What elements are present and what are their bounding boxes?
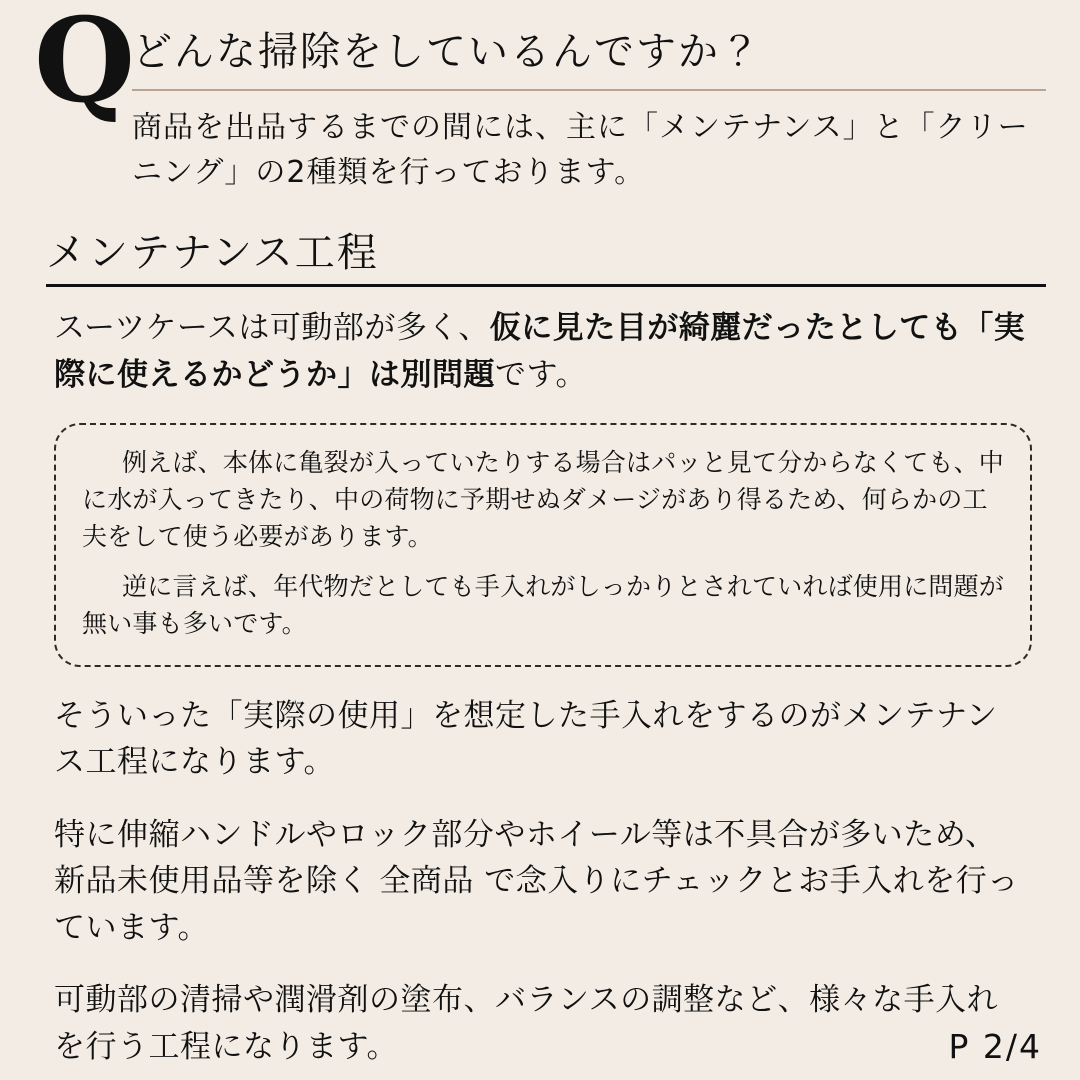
body-paragraph: そういった「実際の使用」を想定した手入れをするのがメンテナンス工程になります。 bbox=[54, 697, 998, 781]
note-paragraph: 逆に言えば、年代物だとしても手入れがしっかりとされていれば使用に問題が無い事も多いです。 bbox=[82, 572, 1005, 639]
lead-part-2: です。 bbox=[495, 356, 588, 393]
question-marker: Q bbox=[34, 0, 134, 129]
body-paragraph: 可動部の清掃や潤滑剤の塗布、バランスの調整など、様々な手入れを行う工程になります。 bbox=[54, 982, 999, 1065]
section-lead bbox=[54, 305, 1046, 399]
note-paragraph: 例えば、本体に亀裂が入っていたりする場合はパッと見て分からなくても、中に水が入ってきたり、中の荷物に予期せぬダメージがあり得るため、何らかの工夫をして使う必要があります。 bbox=[82, 448, 1005, 551]
question-block bbox=[34, 0, 1046, 195]
question-answer: 商品を出品するまでの間には、主に「メンテナンス」と「クリーニング」の2種類を行っております。 bbox=[132, 109, 1029, 190]
question-body bbox=[130, 18, 1046, 195]
note-box bbox=[54, 423, 1032, 667]
section-heading: メンテナンス工程 bbox=[46, 221, 1046, 287]
question-title: どんな掃除をしているんですか？ bbox=[132, 28, 1046, 91]
body-paragraph: 特に伸縮ハンドルやロック部分やホイール等は不具合が多いため、新品未使用品等を除く 全商品 で念入りにチェックとお手入れを行っています。 bbox=[54, 816, 1019, 946]
lead-part-1: スーツケースは可動部が多く、 bbox=[54, 309, 490, 346]
page-number: P 2/4 bbox=[948, 1027, 1042, 1066]
lead-emphasis: 仮に見た目が綺麗だったとしても「実際に使えるかどうか」は別問題 bbox=[54, 309, 1026, 393]
